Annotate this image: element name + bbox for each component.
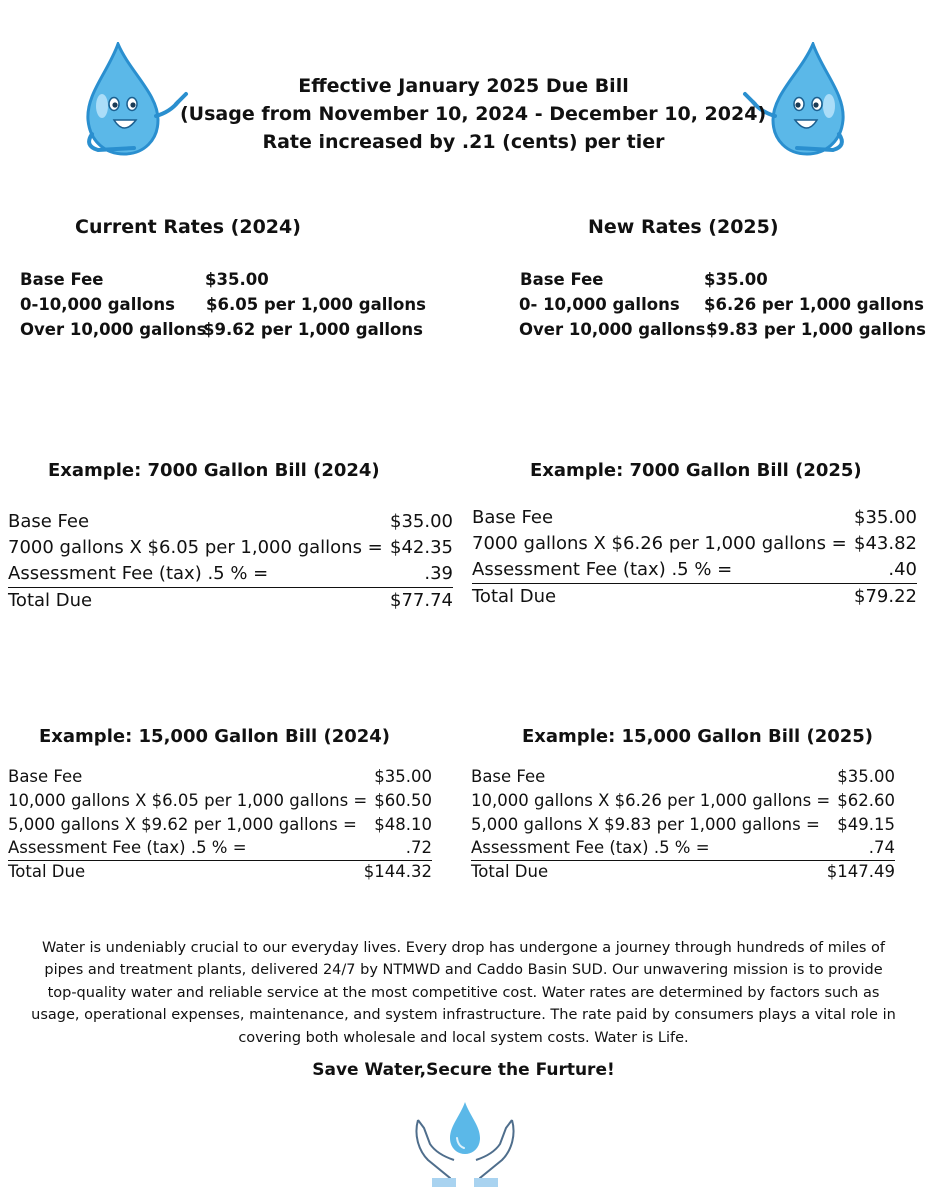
row-value: $42.35 [390, 537, 453, 558]
row-value: $147.49 [826, 862, 895, 881]
rate-label: Over 10,000 gallons [519, 320, 706, 339]
row-label: Assessment Fee (tax) .5 % = [8, 563, 269, 584]
example-row [8, 767, 432, 789]
example-7000-2024-title: Example: 7000 Gallon Bill (2024) [48, 460, 380, 481]
example-row [8, 563, 453, 588]
row-label: Base Fee [8, 511, 90, 532]
row-value: $35.00 [854, 507, 917, 528]
example-row [472, 533, 917, 557]
row-value: $60.50 [374, 791, 432, 810]
rate-value: $35.00 [704, 270, 768, 289]
row-value: $43.82 [854, 533, 917, 554]
notice-header [180, 72, 767, 156]
rate-label: Base Fee [520, 270, 604, 289]
example-row [8, 862, 432, 884]
rate-label: Over 10,000 gallons [20, 320, 207, 339]
example-row [8, 791, 432, 813]
row-value: $35.00 [374, 767, 432, 786]
row-value: $48.10 [374, 815, 432, 834]
example-7000-2025-title: Example: 7000 Gallon Bill (2025) [530, 460, 862, 481]
example-row [8, 511, 453, 535]
row-value: $144.32 [363, 862, 432, 881]
row-label: Base Fee [8, 767, 83, 786]
new-rates-title: New Rates (2025) [588, 216, 779, 238]
row-value: $49.15 [837, 815, 895, 834]
row-label: 7000 gallons X $6.05 per 1,000 gallons = [8, 537, 383, 558]
header-line-2: (Usage from November 10, 2024 - December 10, 2024) [180, 103, 767, 125]
rate-value: $9.83 per 1,000 gallons [706, 320, 926, 339]
rate-label: 0-10,000 gallons [20, 295, 175, 314]
row-label: Total Due [472, 586, 557, 607]
row-label: 5,000 gallons X $9.83 per 1,000 gallons = [471, 815, 820, 834]
example-row [8, 815, 432, 837]
example-row [471, 862, 895, 884]
water-drop-mascot-left-icon [78, 42, 193, 160]
water-drop-mascot-right-icon [738, 42, 853, 160]
example-row [472, 507, 917, 531]
rate-value: $35.00 [205, 270, 269, 289]
rate-value: $6.05 per 1,000 gallons [206, 295, 426, 314]
example-row [471, 815, 895, 837]
example-row [472, 559, 917, 584]
row-value: $35.00 [390, 511, 453, 532]
row-label: 5,000 gallons X $9.62 per 1,000 gallons = [8, 815, 357, 834]
header-line-1: Effective January 2025 Due Bill [298, 75, 629, 97]
rate-value: $9.62 per 1,000 gallons [203, 320, 423, 339]
example-row [8, 537, 453, 561]
row-label: 10,000 gallons X $6.05 per 1,000 gallons = [8, 791, 368, 810]
hands-holding-water-drop-icon [410, 1098, 520, 1194]
row-label: Total Due [8, 590, 93, 611]
example-row [8, 590, 453, 614]
rate-value: $6.26 per 1,000 gallons [704, 295, 924, 314]
row-label: 10,000 gallons X $6.26 per 1,000 gallons = [471, 791, 831, 810]
example-15000-2024-title: Example: 15,000 Gallon Bill (2024) [39, 726, 391, 747]
row-value: $79.22 [854, 586, 917, 607]
row-value: .39 [424, 563, 453, 584]
row-label: Total Due [8, 862, 86, 881]
example-row [472, 586, 917, 610]
current-rates-title: Current Rates (2024) [75, 216, 301, 238]
row-value: .72 [405, 838, 432, 857]
row-label: Assessment Fee (tax) .5 % = [471, 838, 710, 857]
header-line-3: Rate increased by .21 (cents) per tier [262, 131, 665, 153]
example-row [471, 767, 895, 789]
row-value: $62.60 [837, 791, 895, 810]
example-row [471, 838, 895, 861]
row-label: Assessment Fee (tax) .5 % = [472, 559, 733, 580]
example-15000-2025-title: Example: 15,000 Gallon Bill (2025) [522, 726, 874, 747]
row-label: Assessment Fee (tax) .5 % = [8, 838, 247, 857]
row-label: Base Fee [471, 767, 546, 786]
row-label: 7000 gallons X $6.26 per 1,000 gallons = [472, 533, 847, 554]
example-row [8, 838, 432, 861]
row-value: $35.00 [837, 767, 895, 786]
row-value: .40 [888, 559, 917, 580]
example-row [471, 791, 895, 813]
row-label: Base Fee [472, 507, 554, 528]
rate-label: Base Fee [20, 270, 104, 289]
row-value: $77.74 [390, 590, 453, 611]
slogan: Save Water,Secure the Furture! [312, 1060, 615, 1080]
row-value: .74 [868, 838, 895, 857]
rate-label: 0- 10,000 gallons [519, 295, 680, 314]
mission-paragraph: Water is undeniably crucial to our everyday lives. Every drop has undergone a journey through hundreds of miles of pipes and treatment plants, delivered 24/7 by NTMWD and Caddo Basin SUD. Our unwavering mission is to provide top-quality water and reliable service at the most competitive cost. Water rates are determined by factors such as usage, operational expenses, maintenance, and system infrastructure. The rate paid by consumers plays a vital role in covering both wholesale and local system costs. Water is Life. [31, 940, 896, 1046]
row-label: Total Due [471, 862, 549, 881]
